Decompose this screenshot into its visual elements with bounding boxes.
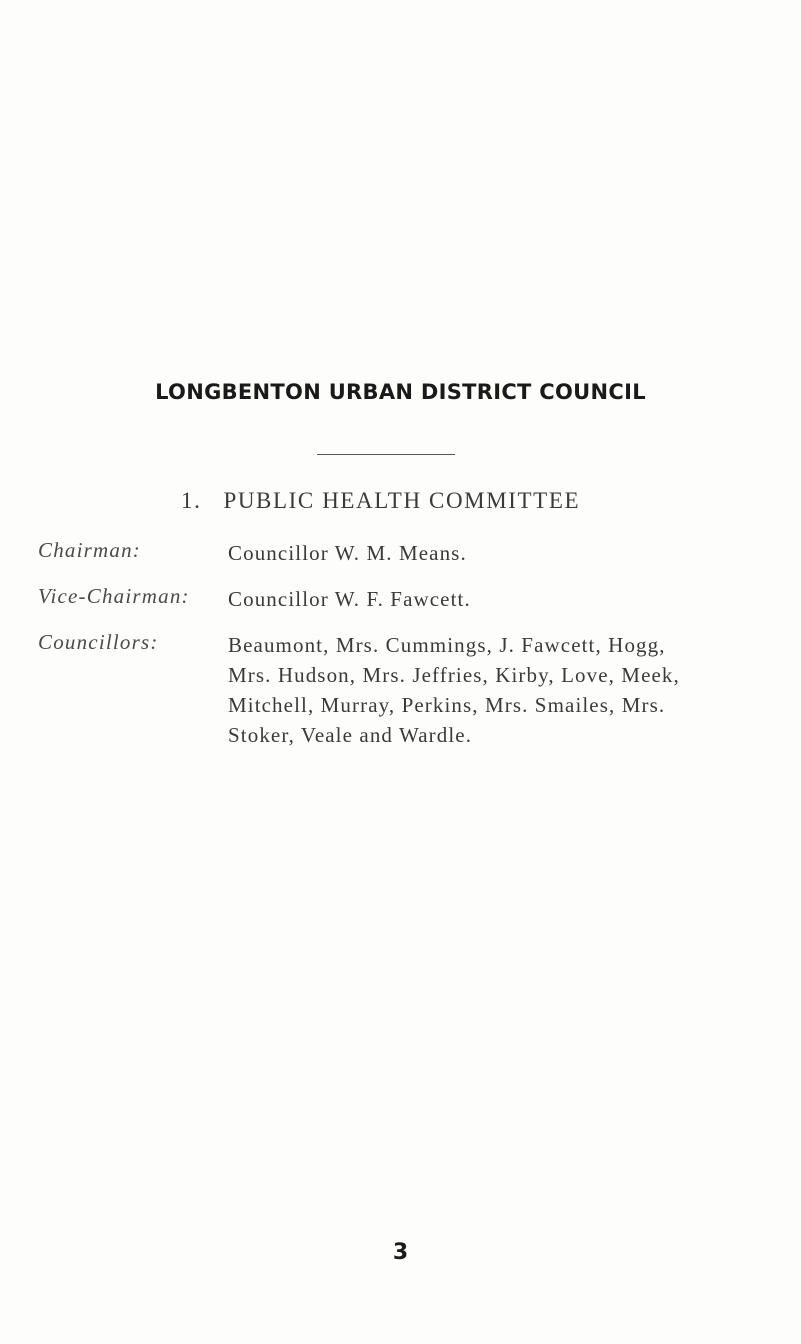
councillors-list xyxy=(228,630,748,750)
chairman-value: Councillor W. M. Means. xyxy=(228,541,467,565)
committee-heading xyxy=(181,488,580,514)
title-divider xyxy=(317,454,455,455)
councillors-label: Councillors: xyxy=(38,630,159,654)
committee-number: 1. xyxy=(181,488,202,513)
vice-chairman-label: Vice-Chairman: xyxy=(38,584,190,608)
chairman-label: Chairman: xyxy=(38,538,141,562)
page-number: 3 xyxy=(392,1240,409,1265)
committee-name: PUBLIC HEALTH COMMITTEE xyxy=(223,488,581,513)
vice-chairman-value: Councillor W. F. Fawcett. xyxy=(228,587,471,611)
councillors-line: Mitchell, Murray, Perkins, Mrs. Smailes, Mrs. xyxy=(228,693,666,717)
page-title: LONGBENTON URBAN DISTRICT COUNCIL xyxy=(155,380,646,404)
councillors-line: Beaumont, Mrs. Cummings, J. Fawcett, Hogg, xyxy=(228,633,666,657)
councillors-line: Stoker, Veale and Wardle. xyxy=(228,723,473,747)
councillors-line: Mrs. Hudson, Mrs. Jeffries, Kirby, Love, Meek, xyxy=(228,663,680,687)
